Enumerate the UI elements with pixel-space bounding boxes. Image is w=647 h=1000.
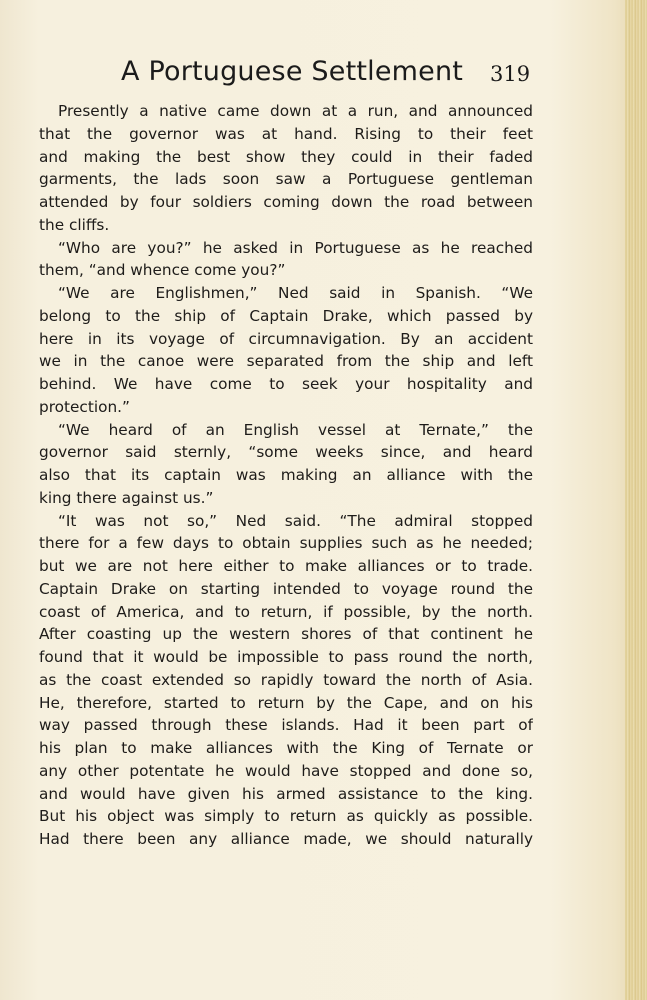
text-line: belong to the ship of Captain Drake, which passed by — [39, 306, 533, 325]
text-line: there for a few days to obtain supplies such as he needed; — [39, 534, 533, 553]
running-title: A Portuguese Settlement — [121, 56, 464, 87]
text-line: After coasting up the western shores of that continent he — [39, 625, 533, 644]
text-line: He, therefore, started to return by the Cape, and on his — [39, 693, 533, 712]
body-text — [39, 100, 533, 851]
text-line: Had there been any alliance made, we should naturally — [39, 830, 533, 848]
text-line: king there against us.” — [39, 488, 214, 507]
text-line: also that its captain was making an alliance with the — [39, 466, 533, 484]
text-line: and would have given his armed assistance to the king. — [39, 784, 533, 803]
text-line: governor said sternly, “some weeks since, and heard — [39, 443, 533, 462]
text-line: that the governor was at hand. Rising to their feet — [39, 124, 533, 143]
text-line: the cliffs. — [39, 215, 110, 234]
text-line: “We heard of an English vessel at Ternate,” the — [58, 420, 533, 439]
text-line: his plan to make alliances with the King of Ternate or — [39, 739, 533, 757]
text-line: Captain Drake on starting intended to voyage round the — [39, 579, 533, 598]
running-head — [0, 52, 647, 98]
text-line: any other potentate he would have stopped and done so, — [39, 761, 533, 780]
text-line: here in its voyage of circumnavigation. By an accident — [39, 329, 533, 348]
text-line: “It was not so,” Ned said. “The admiral stopped — [58, 511, 533, 530]
text-line: as the coast extended so rapidly toward the north of Asia. — [39, 670, 533, 689]
text-line: “We are Englishmen,” Ned said in Spanish. “We — [58, 284, 533, 302]
text-line: “Who are you?” he asked in Portuguese as he reached — [58, 238, 533, 257]
text-line: protection.” — [39, 397, 130, 416]
text-line: but we are not here either to make alliances or to trade. — [39, 557, 533, 575]
text-line: Presently a native came down at a run, and announced — [58, 102, 533, 120]
text-line: But his object was simply to return as quickly as possible. — [39, 807, 533, 826]
text-line: found that it would be impossible to pass round the north, — [39, 648, 533, 666]
text-line: coast of America, and to return, if possible, by the north. — [39, 602, 533, 621]
page-number: 319 — [490, 62, 531, 86]
page-edge — [625, 0, 647, 1000]
text-line: behind. We have come to seek your hospitality and — [39, 375, 533, 393]
text-line: garments, the lads soon saw a Portuguese gentleman — [39, 170, 533, 189]
text-line: attended by four soldiers coming down the road between — [39, 193, 533, 211]
text-line: way passed through these islands. Had it been part of — [39, 716, 533, 735]
text-line: and making the best show they could in their faded — [39, 147, 533, 166]
text-line: we in the canoe were separated from the ship and left — [39, 352, 533, 371]
text-line: them, “and whence come you?” — [39, 261, 286, 280]
